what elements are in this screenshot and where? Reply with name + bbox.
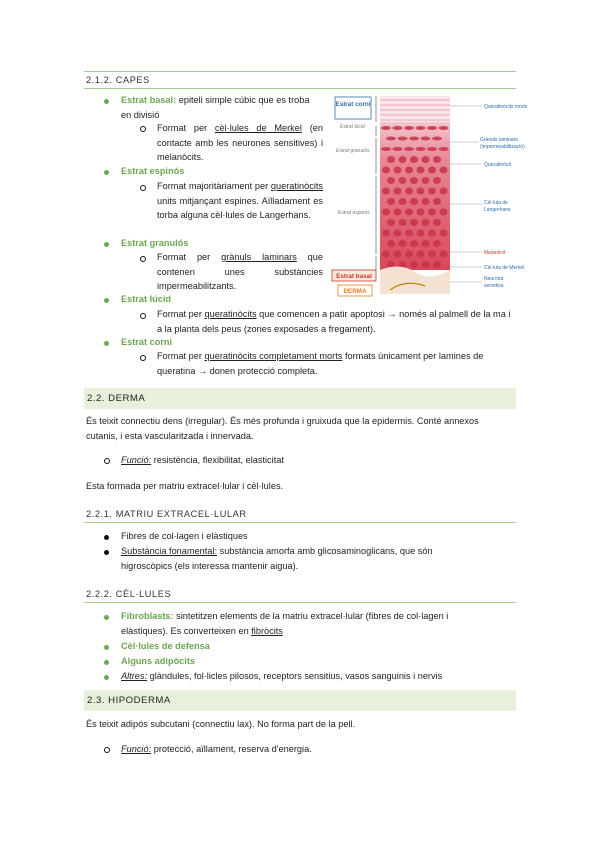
bullet	[104, 99, 109, 104]
keratinocyte-cell	[422, 219, 430, 226]
keratinocyte-cell	[387, 240, 395, 247]
paragraph-derma-composicio: Esta formada per matriu extracel·lular i cèl·lules.	[86, 481, 284, 491]
list-item-cellules-defensa: Cèl·lules de defensa	[121, 641, 210, 651]
link-cellules-merkel: cèl·lules de Merkel	[214, 123, 302, 133]
bullet	[104, 615, 109, 620]
keratinocyte-cell	[387, 198, 395, 205]
sub-bullet	[140, 256, 146, 262]
keratinocyte-cell	[387, 219, 395, 226]
keratinocyte-cell	[404, 126, 414, 130]
label-langerhans-2: Langerhans	[484, 207, 511, 213]
sub-item-corni: Format per queratinòcits completament morts formats únicament per lamines de queratina → donen protecció completa.	[157, 351, 484, 376]
bullet	[104, 170, 109, 175]
epidermis-tissue	[380, 122, 450, 270]
list-item-estrat-basal: Estrat basal: epiteli simple cúbic que es troba en divisió	[121, 95, 310, 120]
keratinocyte-cell	[422, 156, 430, 163]
list-item-fibres: Fibres de col·lagen i elàstiques	[121, 531, 248, 541]
keratinocyte-cell	[440, 230, 448, 237]
keratinocyte-cell	[422, 261, 430, 268]
keratinocyte-cell	[410, 177, 418, 184]
bullet	[104, 535, 109, 540]
bullet	[104, 242, 109, 247]
list-item-adipocits: Alguns adipòcits	[121, 656, 196, 666]
keratinocyte-cell	[417, 188, 425, 195]
keratinocyte-cell	[440, 188, 448, 195]
keratinocyte-cell	[428, 209, 436, 216]
keratinocyte-cell	[409, 137, 419, 141]
keratinocyte-cell	[394, 188, 402, 195]
keratinocyte-cell	[382, 230, 390, 237]
keratinocyte-cell	[399, 156, 407, 163]
keratinocyte-cell	[394, 167, 402, 174]
section-heading-hipoderma: 2.3. HIPODERMA	[84, 690, 516, 711]
list-item-fibroblasts: Fibroblasts: sintetitzen elements de la matriu extracel·lular (fibres de col·lagen i elàstiques). Es converteixen en fibròcits	[121, 611, 449, 636]
keratinocyte-cell	[410, 198, 418, 205]
keratinocyte-cell	[382, 188, 390, 195]
section-heading-matriu: 2.2.1. MATRIU EXTRACEL·LULAR	[84, 509, 516, 523]
label-queratinocit: Queratinòcit	[484, 162, 511, 168]
label-estrat-lucid: Estrat lúcid	[340, 124, 365, 130]
keratinocyte-cell	[393, 147, 403, 151]
sub-bullet	[140, 185, 146, 191]
keratinocyte-cell	[428, 167, 436, 174]
keratinocyte-cell	[427, 126, 437, 130]
keratinocyte-cell	[410, 240, 418, 247]
sub-bullet	[140, 126, 146, 132]
keratinocyte-cell	[433, 219, 441, 226]
keratinocyte-cell	[439, 126, 449, 130]
keratinocyte-cell	[417, 230, 425, 237]
keratinocyte-cell	[393, 126, 403, 130]
label-langerhans-1: Cèl·lula de	[484, 200, 508, 206]
keratinocyte-cell	[433, 156, 441, 163]
keratinocyte-cell	[382, 167, 390, 174]
keratinocyte-cell	[440, 251, 448, 258]
keratinocyte-cell	[427, 147, 437, 151]
keratinocyte-cell	[394, 251, 402, 258]
section-heading-derma: 2.2. DERMA	[84, 388, 516, 409]
bullet	[104, 550, 109, 555]
keratinocyte-cell	[399, 240, 407, 247]
sub-bullet	[140, 313, 146, 319]
keratinocyte-cell	[422, 240, 430, 247]
paragraph-derma-intro: És teixit connectiu dens (irregular). És més profunda i gruixuda que la epidermis. Conté annexos cutanis, i esta vascularitzada i innervada.	[86, 416, 479, 441]
keratinocyte-cell	[398, 137, 408, 141]
keratinocyte-cell	[382, 251, 390, 258]
section-heading-capes: 2.1.2. CAPES	[84, 75, 516, 89]
keratinocyte-cell	[422, 177, 430, 184]
keratinocyte-cell	[432, 137, 442, 141]
keratinocyte-cell	[440, 209, 448, 216]
term-estrat-lucid: Estrat lúcid	[121, 294, 172, 304]
heading-rule-top	[84, 71, 516, 72]
bullet	[104, 341, 109, 346]
list-item-funcio-derma: Funció: resistència, flexibilitat, elasticitat	[121, 455, 284, 465]
sub-item-espinos: Format majoritàriament per queratinòcits units mitjançant espines. Aïlladament es torba alguna cèl·lules de Langerhans.	[157, 181, 324, 221]
keratinocyte-cell	[386, 137, 396, 141]
keratinocyte-cell	[399, 219, 407, 226]
epidermis-figure	[330, 94, 528, 304]
bullet	[104, 675, 109, 680]
keratinocyte-cell	[433, 198, 441, 205]
label-melanocit: Melanòcit	[484, 250, 506, 256]
bullet	[104, 298, 109, 303]
bullet	[104, 660, 109, 665]
sub-bullet	[140, 355, 146, 361]
keratinocyte-cell	[405, 209, 413, 216]
sub-item-basal: Format per cèl·lules de Merkel (en contacte amb les neurones sensitives) i melanòcits.	[157, 123, 323, 163]
label-estrat-basal: Estrat basal	[336, 273, 372, 280]
keratinocyte-cell	[399, 198, 407, 205]
keratinocyte-cell	[410, 219, 418, 226]
keratinocyte-cell	[399, 177, 407, 184]
keratinocyte-cell	[421, 137, 431, 141]
keratinocyte-cell	[440, 167, 448, 174]
keratinocyte-cell	[404, 147, 414, 151]
keratinocyte-cell	[416, 147, 426, 151]
keratinocyte-cell	[405, 251, 413, 258]
term-estrat-corni: Estrat corni	[121, 337, 173, 347]
keratinocyte-cell	[433, 261, 441, 268]
keratinocyte-cell	[410, 261, 418, 268]
keratinocyte-cell	[439, 147, 449, 151]
keratinocyte-cell	[394, 230, 402, 237]
keratinocyte-cell	[428, 251, 436, 258]
term-estrat-granulos: Estrat granulós	[121, 238, 189, 248]
section-heading-cellules: 2.2.2. CÈL·LULES	[84, 589, 516, 603]
sub-item-lucid: Format per queratinòcits que comencen a patir apoptosi → només al palmell de la ma i a la planta dels peus (zones exposades a fregament).	[157, 309, 511, 334]
label-neurona-2: sensitiva	[484, 283, 504, 289]
bullet	[104, 645, 109, 650]
label-granuls-laminars: Grànuls laminars	[480, 137, 518, 143]
list-item-altres: Altres: glàndules, fol·licles pilosos, receptors sensitius, vasos sanguinis i nervis	[121, 671, 443, 681]
keratinocyte-cell	[433, 240, 441, 247]
label-neurona-1: Neurona	[484, 276, 504, 282]
keratinocyte-cell	[381, 126, 391, 130]
keratinocyte-cell	[410, 156, 418, 163]
keratinocyte-cell	[416, 126, 426, 130]
keratinocyte-cell	[394, 209, 402, 216]
sub-item-granulos: Format per grànuls laminars que contenen unes substàncies impermeabilitzants.	[157, 252, 323, 292]
term-estrat-basal: Estrat basal:	[121, 95, 177, 105]
list-item-funcio-hipoderma: Funció: protecció, aïllament, reserva d'energia.	[121, 744, 312, 754]
keratinocyte-cell	[387, 156, 395, 163]
label-estrat-espinos: Estrat espinós	[338, 210, 370, 216]
sub-bullet	[104, 747, 110, 753]
keratinocyte-cell	[417, 251, 425, 258]
sub-bullet	[104, 458, 110, 464]
label-estrat-corni: Estrat corni	[335, 101, 371, 108]
keratinocyte-cell	[417, 209, 425, 216]
keratinocyte-cell	[428, 230, 436, 237]
keratinocyte-cell	[387, 177, 395, 184]
term-estrat-espinos: Estrat espinós	[121, 166, 185, 176]
label-cellula-merkel: Cèl·lula de Merkel	[484, 265, 525, 271]
keratinocyte-cell	[405, 188, 413, 195]
keratinocyte-cell	[417, 167, 425, 174]
keratinocyte-cell	[405, 167, 413, 174]
paragraph-hipoderma-intro: És teixit adipós subcutani (connectiu lax). No forma part de la pell.	[86, 719, 356, 729]
keratinocyte-cell	[381, 147, 391, 151]
label-derma: DERMA	[343, 288, 367, 295]
keratinocyte-cell	[405, 230, 413, 237]
keratinocyte-cell	[422, 198, 430, 205]
label-queratinocits-morts: Queratinòcits morts	[484, 104, 528, 110]
keratinocyte-cell	[433, 177, 441, 184]
keratinocyte-cell	[428, 188, 436, 195]
label-estrat-granulos: Estrat granulós	[336, 148, 370, 154]
label-impermeabilitzacio: (impermeabilització)	[480, 144, 525, 150]
list-item-substancia-fonamental: Substància fonamental: substància amorfa amb glicosaminoglicans, que són higroscòpics (els interessa mantenir aigua).	[121, 546, 433, 571]
keratinocyte-cell	[382, 209, 390, 216]
